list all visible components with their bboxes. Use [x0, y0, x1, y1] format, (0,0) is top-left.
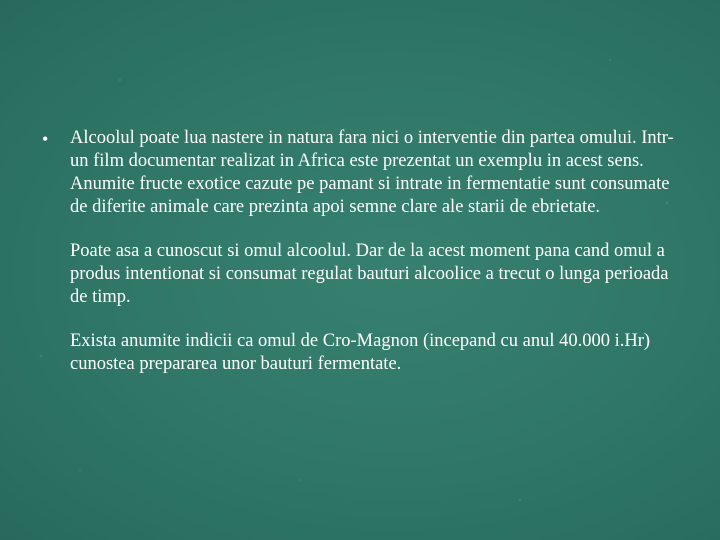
- slide-body: [40, 127, 680, 376]
- paragraph-1: Alcoolul poate lua nastere in natura fara nici o interventie din partea omului. Intr-un film documentar realizat in Africa este prezentat un exemplu in acest sens. Anumite fructe exotice cazute pe pamant si intrate in fermentatie sunt consumate de diferite animale care prezinta apoi semne clare ale starii de ebrietate.: [70, 128, 674, 217]
- bullet-marker: •: [42, 129, 49, 149]
- paragraph-3: Exista anumite indicii ca omul de Cro-Magnon (incepand cu anul 40.000 i.Hr) cunostea prepararea unor bauturi fermentate.: [70, 331, 651, 374]
- paragraph-2: Poate asa a cunoscut si omul alcoolul. Dar de la acest moment pana cand omul a produs intentionat si consumat regulat bauturi alcoolice a trecut o lunga perioada de timp.: [70, 241, 669, 307]
- bullet-item: [40, 127, 680, 376]
